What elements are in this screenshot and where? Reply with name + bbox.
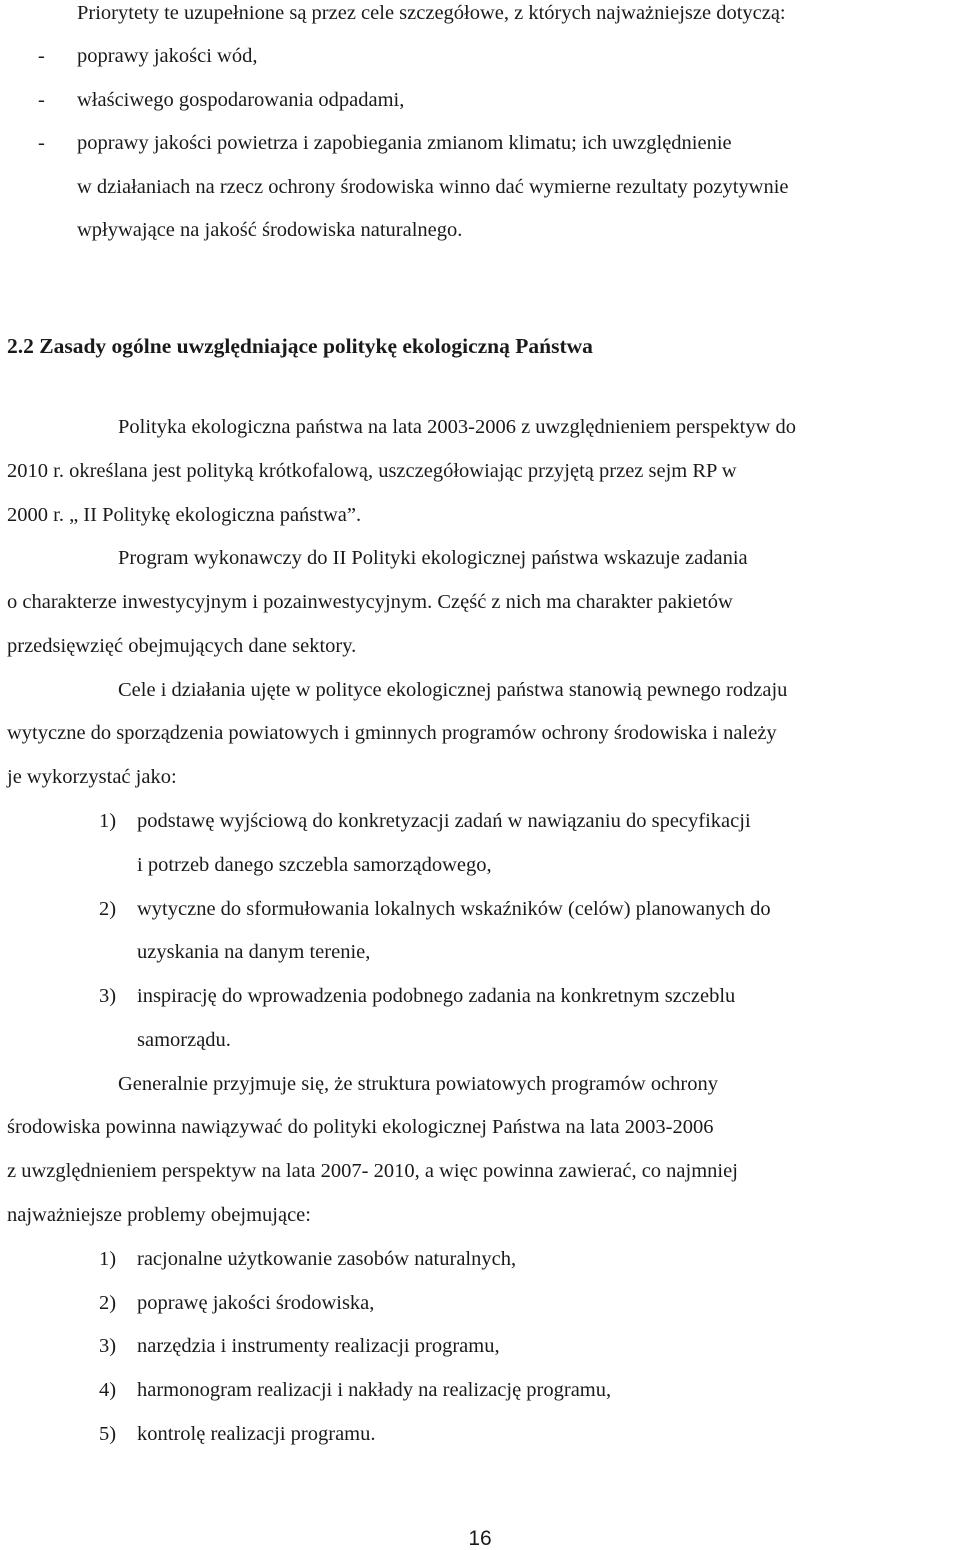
list-item: narzędzia i instrumenty realizacji programu, [137, 1335, 500, 1357]
list-item: inspirację do wprowadzenia podobnego zadania na konkretnym szczeblu [137, 985, 736, 1007]
list-item-continuation: samorządu. [137, 1029, 231, 1051]
page-number: 16 [468, 1527, 492, 1550]
list-marker: - [38, 89, 45, 111]
paragraph-line: je wykorzystać jako: [7, 766, 177, 788]
list-number: 2) [99, 1292, 117, 1314]
list-number: 4) [99, 1379, 117, 1401]
list-marker: - [38, 132, 45, 154]
paragraph-line: z uwzględnieniem perspektyw na lata 2007- 2010, a więc powinna zawierać, co najmniej [7, 1160, 738, 1182]
paragraph-line: wytyczne do sporządzenia powiatowych i gminnych programów ochrony środowiska i należy [7, 722, 777, 744]
paragraph-line: Cele i działania ujęte w polityce ekologicznej państwa stanowią pewnego rodzaju [118, 679, 788, 701]
list-marker: - [38, 45, 45, 67]
list-number: 2) [99, 898, 117, 920]
paragraph-line: Generalnie przyjmuje się, że struktura powiatowych programów ochrony [118, 1073, 718, 1095]
paragraph-line: 2000 r. „ II Politykę ekologiczna państwa”. [7, 504, 362, 526]
list-item: racjonalne użytkowanie zasobów naturalnych, [137, 1248, 517, 1270]
list-item: właściwego gospodarowania odpadami, [77, 89, 405, 111]
list-number: 5) [99, 1423, 117, 1445]
paragraph-line: o charakterze inwestycyjnym i pozainwestycyjnym. Część z nich ma charakter pakietów [7, 591, 733, 613]
list-item-continuation: uzyskania na danym terenie, [137, 941, 371, 963]
paragraph-line: środowiska powinna nawiązywać do polityki ekologicznej Państwa na lata 2003-2006 [7, 1116, 714, 1138]
section-heading: 2.2 Zasady ogólne uwzględniające politykę ekologiczną Państwa [7, 334, 593, 358]
list-item-continuation: i potrzeb danego szczebla samorządowego, [137, 854, 492, 876]
paragraph-line: przedsięwzięć obejmujących dane sektory. [7, 635, 357, 657]
list-number: 1) [99, 1248, 117, 1270]
paragraph-line: Program wykonawczy do II Polityki ekologicznej państwa wskazuje zadania [118, 547, 748, 569]
list-item: podstawę wyjściową do konkretyzacji zadań w nawiązaniu do specyfikacji [137, 810, 751, 832]
list-item: poprawę jakości środowiska, [137, 1292, 375, 1314]
list-item: harmonogram realizacji i nakłady na realizację programu, [137, 1379, 612, 1401]
list-item: wytyczne do sformułowania lokalnych wskaźników (celów) planowanych do [137, 898, 771, 920]
list-number: 3) [99, 1335, 117, 1357]
paragraph-line: Polityka ekologiczna państwa na lata 2003-2006 z uwzględnieniem perspektyw do [118, 416, 797, 438]
intro-line: Priorytety te uzupełnione są przez cele szczegółowe, z których najważniejsze dotyczą: [77, 2, 786, 24]
list-item-continuation: wpływające na jakość środowiska naturalnego. [77, 219, 463, 241]
list-item: poprawy jakości wód, [77, 45, 258, 67]
list-item: poprawy jakości powietrza i zapobiegania zmianom klimatu; ich uwzględnienie [77, 132, 732, 154]
list-number: 3) [99, 985, 117, 1007]
list-item-continuation: w działaniach na rzecz ochrony środowiska winno dać wymierne rezultaty pozytywnie [77, 176, 789, 198]
list-number: 1) [99, 810, 117, 832]
list-item: kontrolę realizacji programu. [137, 1423, 376, 1445]
paragraph-line: 2010 r. określana jest polityką krótkofalową, uszczegółowiając przyjętą przez sejm RP w [7, 460, 737, 482]
paragraph-line: najważniejsze problemy obejmujące: [7, 1204, 311, 1226]
